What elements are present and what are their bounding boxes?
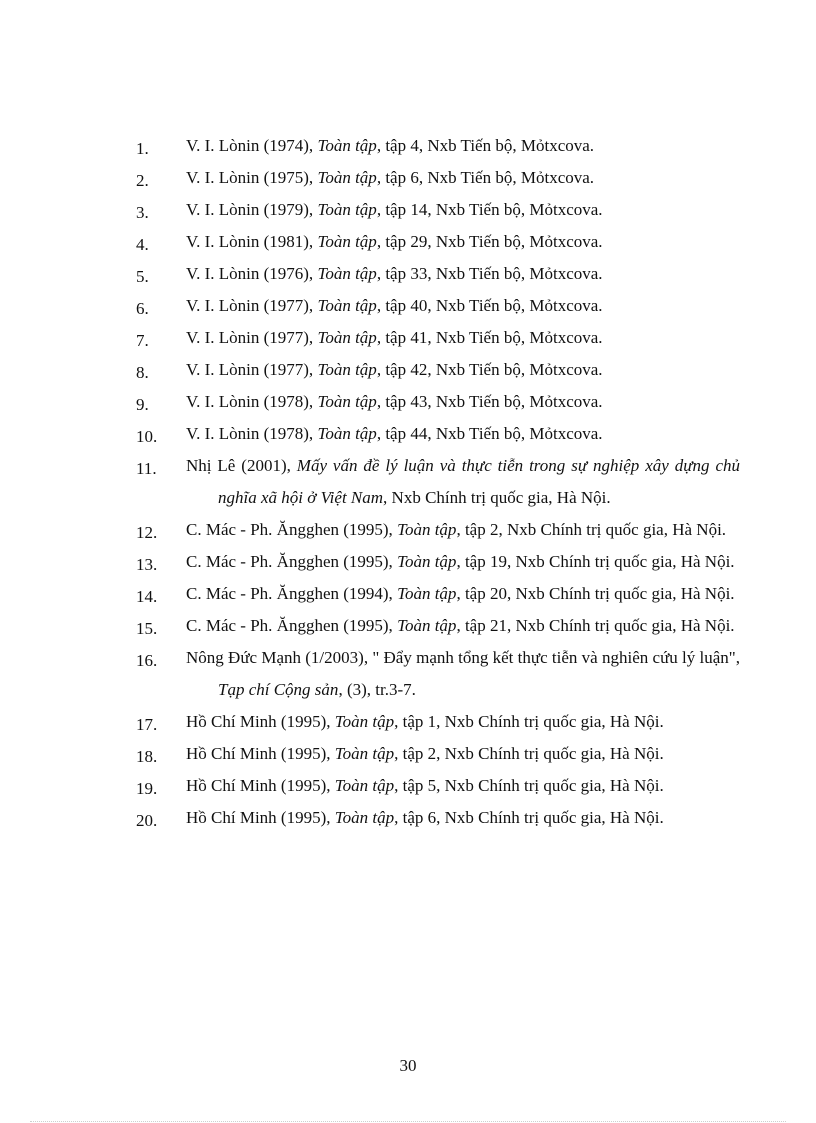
reference-publication: , tập 29, Nxb Tiến bộ, Mỏtxcova. (376, 232, 603, 251)
reference-title: Toàn tập (397, 616, 457, 635)
reference-item (134, 194, 740, 226)
reference-text (186, 162, 740, 194)
reference-author-year: Hồ Chí Minh (1995), (186, 744, 335, 763)
reference-item (134, 450, 740, 514)
reference-title: Toàn tập (397, 552, 457, 571)
reference-title: Toàn tập (317, 392, 377, 411)
reference-number: 8. (136, 363, 149, 382)
reference-text (186, 546, 740, 578)
reference-publication: , tập 20, Nxb Chính trị quốc gia, Hà Nội. (456, 584, 735, 603)
reference-author-year: V. I. Lònin (1977), (186, 360, 318, 379)
reference-number: 14. (136, 587, 158, 606)
reference-author-year: Hồ Chí Minh (1995), (186, 808, 335, 827)
reference-text (186, 514, 740, 546)
reference-publication: , tập 4, Nxb Tiến bộ, Mỏtxcova. (376, 136, 595, 155)
reference-publication: , tập 33, Nxb Tiến bộ, Mỏtxcova. (376, 264, 603, 283)
reference-publication: , tập 1, Nxb Chính trị quốc gia, Hà Nội. (394, 712, 664, 731)
reference-publication: , tập 41, Nxb Tiến bộ, Mỏtxcova. (376, 328, 603, 347)
reference-item (134, 610, 740, 642)
reference-author-year: V. I. Lònin (1978), (186, 424, 318, 443)
reference-text (186, 386, 740, 418)
reference-number: 3. (136, 203, 149, 222)
reference-item (134, 162, 740, 194)
reference-item (134, 354, 740, 386)
reference-item (134, 770, 740, 802)
reference-item (134, 802, 740, 834)
reference-author-year: V. I. Lònin (1977), (186, 296, 318, 315)
reference-author-year: V. I. Lònin (1979), (186, 200, 318, 219)
reference-number: 16. (136, 651, 158, 670)
reference-number: 20. (136, 811, 158, 830)
reference-title: Toàn tập (317, 136, 377, 155)
reference-text (186, 610, 740, 642)
reference-number: 13. (136, 555, 158, 574)
reference-author-year: V. I. Lònin (1981), (186, 232, 318, 251)
reference-text (186, 130, 740, 162)
reference-item (134, 226, 740, 258)
reference-title: Tạp chí Cộng sản (218, 680, 339, 699)
reference-publication: , tập 2, Nxb Chính trị quốc gia, Hà Nội. (394, 744, 664, 763)
reference-author-year: C. Mác - Ph. Ăngghen (1995), (186, 552, 398, 571)
reference-title: Toàn tập (317, 264, 377, 283)
reference-item (134, 578, 740, 610)
reference-author-year: C. Mác - Ph. Ăngghen (1995), (186, 520, 398, 539)
reference-item (134, 322, 740, 354)
reference-author-year: V. I. Lònin (1978), (186, 392, 318, 411)
reference-number: 10. (136, 427, 158, 446)
reference-number: 4. (136, 235, 149, 254)
reference-publication: , tập 6, Nxb Chính trị quốc gia, Hà Nội. (394, 808, 664, 827)
reference-title: Toàn tập (317, 232, 377, 251)
reference-publication: , tập 2, Nxb Chính trị quốc gia, Hà Nội. (456, 520, 727, 539)
reference-text (186, 706, 740, 738)
reference-number: 1. (136, 139, 149, 158)
reference-text (186, 194, 740, 226)
reference-author-year: V. I. Lònin (1974), (186, 136, 318, 155)
reference-text (186, 258, 740, 290)
reference-author-year: Hồ Chí Minh (1995), (186, 712, 335, 731)
reference-item (134, 258, 740, 290)
reference-number: 19. (136, 779, 158, 798)
reference-text (186, 578, 740, 610)
reference-item (134, 546, 740, 578)
reference-list (134, 130, 740, 834)
reference-item (134, 386, 740, 418)
reference-title: Mấy vấn đề lý luận và thực tiễn trong sự nghiệp xây dựng chủ nghĩa xã hội ở Việt Nam (218, 456, 740, 507)
reference-number: 18. (136, 747, 158, 766)
reference-title: Toàn tập (334, 744, 395, 763)
reference-text (186, 322, 740, 354)
reference-number: 2. (136, 171, 149, 190)
reference-author-year: Nông Đức Mạnh (1/2003), " Đẩy mạnh tổng kết thực tiễn và nghiên cứu lý luận", (186, 648, 740, 667)
reference-number: 6. (136, 299, 149, 318)
reference-publication: , tập 19, Nxb Chính trị quốc gia, Hà Nội. (456, 552, 735, 571)
reference-publication: , tập 42, Nxb Tiến bộ, Mỏtxcova. (376, 360, 603, 379)
reference-title: Toàn tập (317, 296, 377, 315)
reference-number: 15. (136, 619, 158, 638)
reference-publication: , tập 44, Nxb Tiến bộ, Mỏtxcova. (376, 424, 603, 443)
reference-title: Toàn tập (317, 200, 377, 219)
reference-publication: , tập 14, Nxb Tiến bộ, Mỏtxcova. (376, 200, 603, 219)
reference-item (134, 738, 740, 770)
reference-author-year: V. I. Lònin (1975), (186, 168, 318, 187)
reference-publication: , tập 43, Nxb Tiến bộ, Mỏtxcova. (376, 392, 603, 411)
reference-title: Toàn tập (397, 584, 457, 603)
reference-title: Toàn tập (334, 712, 395, 731)
reference-title: Toàn tập (317, 424, 377, 443)
reference-text (186, 770, 740, 802)
reference-publication: , tập 6, Nxb Tiến bộ, Mỏtxcova. (376, 168, 595, 187)
reference-title: Toàn tập (317, 328, 377, 347)
page-bottom-divider (30, 1121, 786, 1122)
reference-text (186, 738, 740, 770)
reference-author-year: Hồ Chí Minh (1995), (186, 776, 335, 795)
reference-publication: , Nxb Chính trị quốc gia, Hà Nội. (383, 488, 611, 507)
reference-item (134, 418, 740, 450)
page-number: 30 (399, 1056, 417, 1075)
reference-author-year: V. I. Lònin (1977), (186, 328, 318, 347)
reference-text (186, 418, 740, 450)
reference-author-year: C. Mác - Ph. Ăngghen (1994), (186, 584, 398, 603)
reference-number: 12. (136, 523, 158, 542)
reference-number: 11. (136, 459, 157, 478)
reference-publication: , tập 21, Nxb Chính trị quốc gia, Hà Nội. (456, 616, 735, 635)
reference-publication: , tập 40, Nxb Tiến bộ, Mỏtxcova. (376, 296, 603, 315)
reference-item (134, 706, 740, 738)
reference-title: Toàn tập (334, 776, 395, 795)
reference-author-year: V. I. Lònin (1976), (186, 264, 318, 283)
reference-title: Toàn tập (317, 168, 377, 187)
reference-text (186, 354, 740, 386)
reference-item (134, 290, 740, 322)
reference-number: 17. (136, 715, 158, 734)
reference-text (186, 642, 740, 706)
reference-text (186, 450, 740, 514)
reference-publication: , (3), tr.3-7. (338, 680, 416, 699)
reference-title: Toàn tập (317, 360, 377, 379)
reference-text (186, 290, 740, 322)
reference-number: 5. (136, 267, 149, 286)
reference-item (134, 642, 740, 706)
reference-author-year: Nhị Lê (2001), (186, 456, 297, 475)
reference-author-year: C. Mác - Ph. Ăngghen (1995), (186, 616, 398, 635)
reference-publication: , tập 5, Nxb Chính trị quốc gia, Hà Nội. (394, 776, 664, 795)
reference-item (134, 514, 740, 546)
reference-text (186, 802, 740, 834)
reference-text (186, 226, 740, 258)
reference-title: Toàn tập (334, 808, 395, 827)
reference-number: 7. (136, 331, 149, 350)
reference-title: Toàn tập (397, 520, 457, 539)
reference-item (134, 130, 740, 162)
reference-number: 9. (136, 395, 149, 414)
